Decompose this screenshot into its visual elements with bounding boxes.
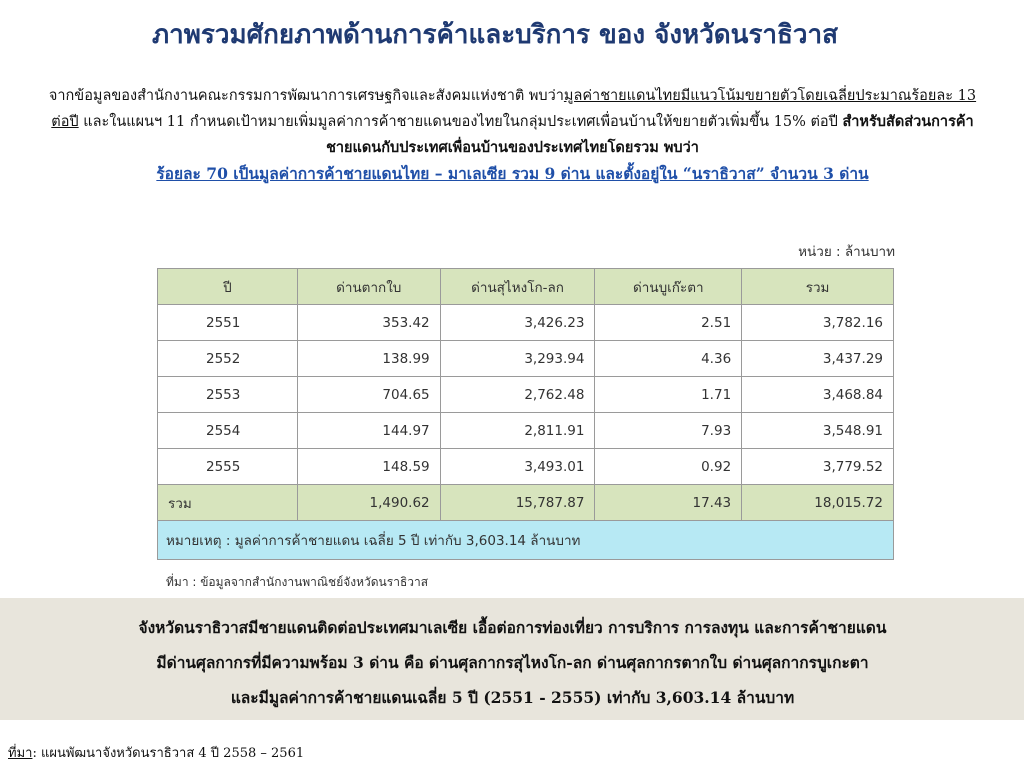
summary-text: [20, 610, 1005, 715]
table-note-row: [158, 521, 894, 560]
table-total-row: [158, 485, 894, 521]
table-source: ที่มา : ข้อมูลจากสำนักงานพาณิชย์จังหวัดนราธิวาส: [166, 575, 429, 589]
intro-text-3: และในแผนฯ 11 กำหนดเป้าหมายเพิ่มมูลค่าการค้าชายแดนของไทยในกลุ่มประเทศเพื่อนบ้านให้ขยายตัวเพิ่มขึ้น 15% ต่อปี: [78, 114, 843, 130]
cell-value: 3,493.01: [440, 449, 595, 485]
summary-line: จังหวัดนราธิวาสมีชายแดนติดต่อประเทศมาเลเซีย เอื้อต่อการท่องเที่ยว การบริการ การลงทุน และการค้าชายแดน: [138, 618, 887, 637]
cell-value: 3,548.91: [742, 413, 894, 449]
page-source: [8, 742, 304, 763]
cell-value: 704.65: [297, 377, 440, 413]
cell-value: 2,811.91: [440, 413, 595, 449]
cell-value: 3,779.52: [742, 449, 894, 485]
cell-value: 1.71: [595, 377, 742, 413]
table-row: [158, 449, 894, 485]
cell-value: 2,762.48: [440, 377, 595, 413]
cell-year: 2554: [158, 413, 298, 449]
cell-year: 2551: [158, 305, 298, 341]
header-takbai: ด่านตากใบ: [297, 269, 440, 305]
table-row: [158, 377, 894, 413]
cell-year: 2553: [158, 377, 298, 413]
cell-value: 3,468.84: [742, 377, 894, 413]
table-row: [158, 305, 894, 341]
cell-value: 3,293.94: [440, 341, 595, 377]
page-source-label: ที่มา: [8, 746, 33, 761]
cell-value: 138.99: [297, 341, 440, 377]
cell-value: 3,437.29: [742, 341, 894, 377]
intro-text-4: สำหรับสัดส่วนการค้าชายแดนกับประเทศเพื่อนบ้านของประเทศไทยโดยรวม พบว่า: [326, 113, 974, 156]
cell-year: 2555: [158, 449, 298, 485]
cell-value: 3,782.16: [742, 305, 894, 341]
intro-text-2: มูลค่าชายแดนไทยมีแนวโน้มขยายตัวโดยเฉลี่ยประมาณร้อยละ 13 ต่อปี: [51, 88, 977, 130]
cell-total-value: 15,787.87: [440, 485, 595, 521]
intro-text-1: จากข้อมูลของสำนักงานคณะกรรมการพัฒนาการเศรษฐกิจและสังคมแห่งชาติ พบว่า: [48, 88, 564, 104]
page-title: ภาพรวมศักยภาพด้านการค้าและบริการ ของ จังหวัดนราธิวาส: [152, 20, 838, 50]
cell-value: 7.93: [595, 413, 742, 449]
cell-value: 148.59: [297, 449, 440, 485]
cell-year: 2552: [158, 341, 298, 377]
summary-line: มีด่านศุลกากรที่มีความพร้อม 3 ด่าน คือ ด่านศุลกากรสุไหงโก-ลก ด่านศุลกากรตากใบ ด่านศุลกากรบูเกะตา: [156, 653, 869, 672]
intro-highlight: ร้อยละ 70 เป็นมูลค่าการค้าชายแดนไทย – มาเลเซีย รวม 9 ด่าน และตั้งอยู่ใน “นราธิวาส” จำนวน 3 ด่าน: [156, 164, 869, 183]
trade-table: [157, 268, 894, 560]
table-note: หมายเหตุ : มูลค่าการค้าชายแดน เฉลี่ย 5 ปี เท่ากับ 3,603.14 ล้านบาท: [158, 521, 894, 560]
header-bukit: ด่านบูเก๊ะตา: [595, 269, 742, 305]
summary-line: และมีมูลค่าการค้าชายแดนเฉลี่ย 5 ปี (2551 - 2555) เท่ากับ 3,603.14 ล้านบาท: [230, 688, 795, 707]
unit-label: หน่วย : ล้านบาท: [798, 244, 895, 260]
cell-total-value: 1,490.62: [297, 485, 440, 521]
cell-value: 144.97: [297, 413, 440, 449]
header-total: รวม: [742, 269, 894, 305]
cell-value: 3,426.23: [440, 305, 595, 341]
header-sungaikolok: ด่านสุไหงโก-ลก: [440, 269, 595, 305]
table-row: [158, 341, 894, 377]
cell-value: 4.36: [595, 341, 742, 377]
cell-total-label: รวม: [158, 485, 298, 521]
cell-value: 0.92: [595, 449, 742, 485]
cell-total-value: 18,015.72: [742, 485, 894, 521]
table-header-row: [158, 269, 894, 305]
cell-value: 2.51: [595, 305, 742, 341]
page-source-text: : แผนพัฒนาจังหวัดนราธิวาส 4 ปี 2558 – 2561: [32, 746, 305, 761]
intro-paragraph: [40, 84, 985, 188]
table-row: [158, 413, 894, 449]
header-year: ปี: [158, 269, 298, 305]
cell-value: 353.42: [297, 305, 440, 341]
cell-total-value: 17.43: [595, 485, 742, 521]
